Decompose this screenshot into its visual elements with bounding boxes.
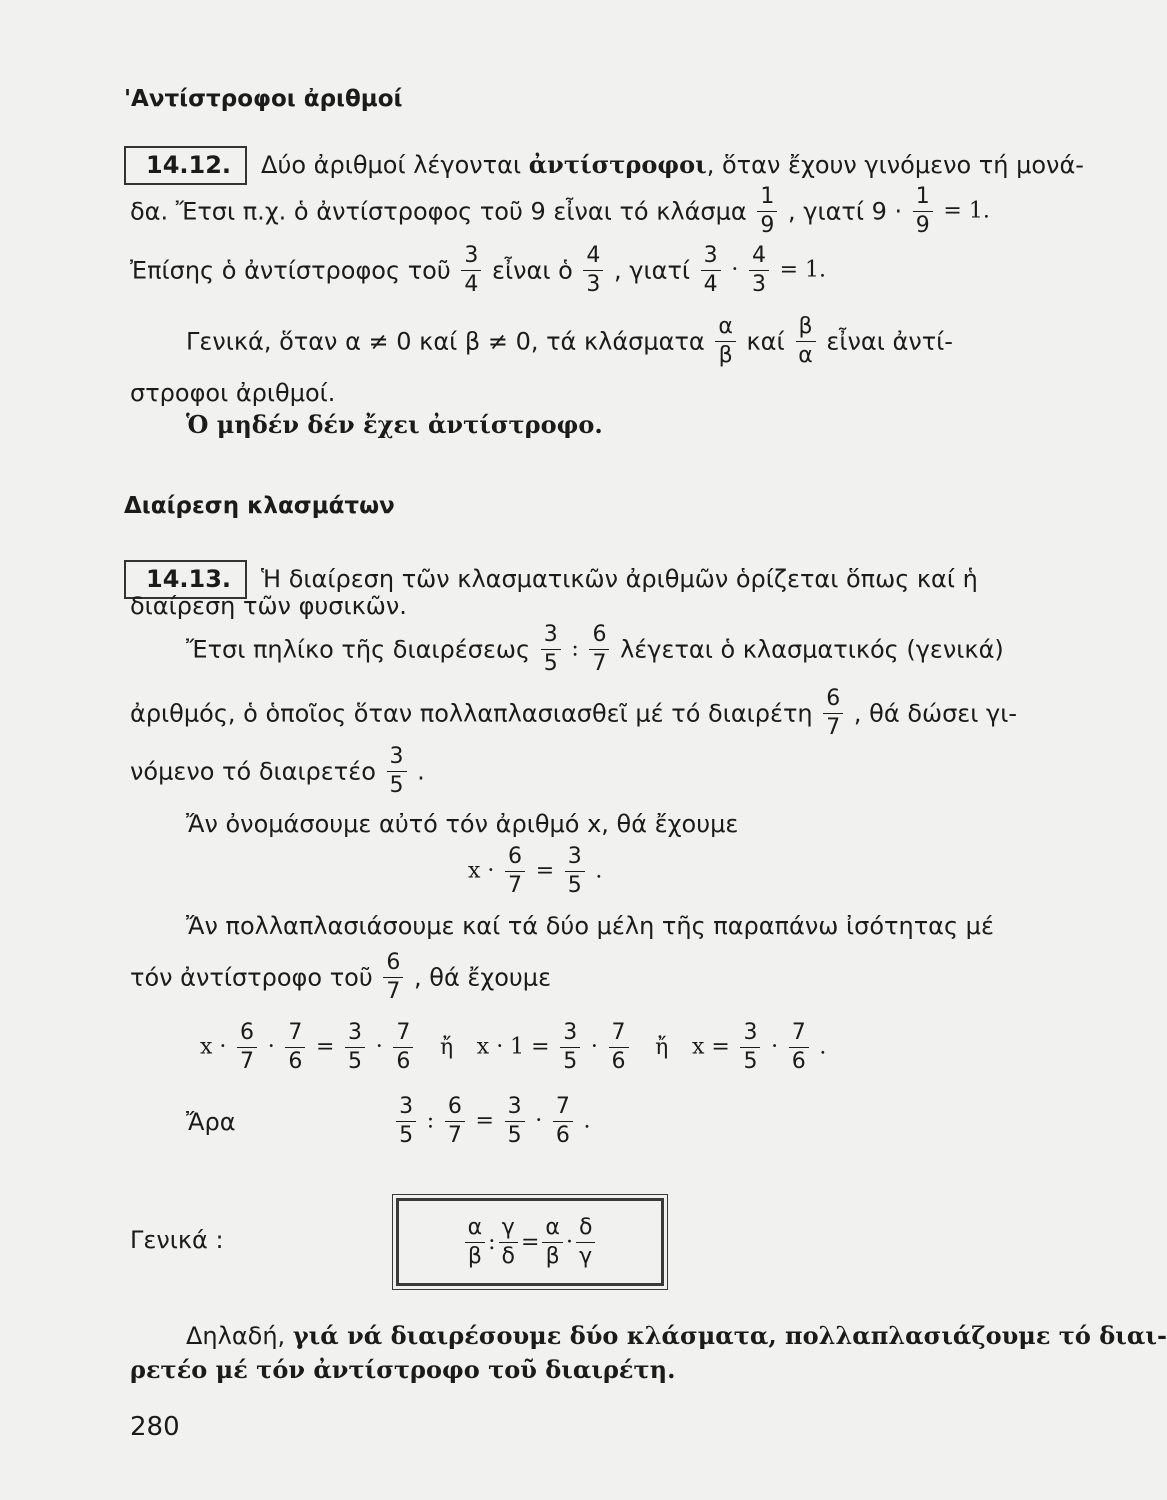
- fraction-alpha-beta: α β: [465, 1217, 486, 1268]
- conclusion-line2: ρετέο μέ τόν ἀντίστροφο τοῦ διαιρέτη.: [130, 1355, 676, 1384]
- division-sign: :: [488, 1229, 496, 1255]
- paragraph-14-13-line3: [186, 624, 1004, 675]
- text-or: ἤ: [655, 1034, 669, 1060]
- equals-sign: =: [520, 1229, 540, 1255]
- text: x · 1 =: [476, 1034, 550, 1060]
- dot: ·: [375, 1034, 383, 1060]
- fraction-6-7: $\frac{6}{7}$: [445, 1096, 465, 1147]
- fraction-1-9: $\frac{1}{9}$: [757, 186, 777, 237]
- division-sign: :: [426, 1108, 435, 1134]
- fraction-alpha-beta: $\frac{\alpha}{\beta}$: [715, 316, 736, 367]
- text: x ·: [200, 1034, 227, 1060]
- paragraph-14-13-line5: [130, 746, 425, 797]
- equals-sign: =: [475, 1108, 494, 1134]
- text: , θά δώσει γι-: [853, 699, 1018, 728]
- page-number: 280: [130, 1412, 180, 1442]
- therefore-equation: [186, 1096, 591, 1147]
- text: = 1.: [943, 198, 990, 224]
- text: .: [417, 757, 425, 786]
- dot: ·: [590, 1034, 598, 1060]
- text: εἶναι ὁ: [492, 256, 573, 285]
- fraction-6-7: $\frac{6}{7}$: [589, 624, 609, 675]
- fraction-3-5: $\frac{3}{5}$: [560, 1022, 580, 1073]
- dot: ·: [771, 1034, 779, 1060]
- zero-has-no-reciprocal: Ὁ μηδέν δέν ἔχει ἀντίστροφο.: [186, 410, 603, 439]
- general-label: Γενικά :: [130, 1226, 224, 1254]
- fraction-7-6: $\frac{7}{6}$: [609, 1022, 629, 1073]
- paragraph-14-12-line4: [186, 316, 953, 367]
- text: .: [819, 1034, 827, 1060]
- paragraph-14-12-line3: [130, 245, 826, 296]
- paragraph-14-12-line2: [130, 186, 990, 237]
- section-number-14-12: 14.12.: [124, 146, 247, 185]
- fraction-alpha-beta: $\frac{\alpha}{\beta}$: [542, 1217, 563, 1268]
- fraction-3-5: $\frac{3}{5}$: [505, 1096, 525, 1147]
- conclusion-line1: [186, 1321, 1167, 1350]
- fraction-3-4: $\frac{3}{4}$: [701, 245, 721, 296]
- text: εἶναι ἀντί-: [826, 327, 953, 356]
- text: Ἔτσι πηλίκο τῆς διαιρέσεως: [186, 635, 531, 664]
- text: .: [595, 858, 603, 884]
- text: τόν ἀντίστροφο τοῦ: [130, 963, 373, 992]
- text: καί: [746, 327, 785, 356]
- text: δα. Ἔτσι π.χ. ὁ ἀντίστροφος τοῦ 9 εἶναι τό κλάσμα: [130, 197, 747, 226]
- paragraph-14-13-line8: [130, 952, 551, 1003]
- paragraph-14-12-line5: στροφοι ἀριθμοί.: [130, 379, 336, 407]
- text: Ἄρα: [186, 1107, 236, 1136]
- rule-text: γιά νά διαιρέσουμε δύο κλάσματα, πολλαπλασιάζουμε τό διαι-: [292, 1321, 1167, 1350]
- text: x =: [692, 1034, 730, 1060]
- fraction-3-5: $\frac{3}{5}$: [396, 1096, 416, 1147]
- paragraph-14-13-line2: διαίρεση τῶν φυσικῶν.: [130, 592, 407, 620]
- equals-sign: =: [535, 858, 555, 884]
- fraction-3-5: $\frac{3}{5}$: [345, 1022, 365, 1073]
- fraction-6-7: $\frac{6}{7}$: [505, 846, 525, 897]
- fraction-6-7: $\frac{6}{7}$: [237, 1022, 257, 1073]
- equation-chain: [200, 1022, 826, 1073]
- fraction-1-9: $\frac{1}{9}$: [913, 186, 933, 237]
- text: .: [583, 1108, 591, 1134]
- fraction-3-5: $\frac{3}{5}$: [565, 846, 585, 897]
- fraction-3-5: $\frac{3}{5}$: [387, 746, 407, 797]
- fraction-7-6: $\frac{7}{6}$: [285, 1022, 305, 1073]
- equals-sign: =: [315, 1034, 335, 1060]
- general-rule-box: [396, 1198, 664, 1286]
- dot: ·: [731, 257, 739, 283]
- dot: ·: [267, 1034, 275, 1060]
- fraction-7-6: $\frac{7}{6}$: [789, 1022, 809, 1073]
- fraction-7-6: $\frac{7}{6}$: [393, 1022, 413, 1073]
- text: ἀριθμός, ὁ ὁποῖος ὅταν πολλαπλασιασθεῖ μέ τό διαιρέτη: [130, 699, 813, 728]
- dot: ·: [535, 1108, 543, 1134]
- fraction-beta-alpha: $\frac{\beta}{\alpha}$: [795, 316, 816, 367]
- paragraph-14-12-line1: [124, 146, 1084, 185]
- text: x ·: [468, 858, 495, 884]
- fraction-4-3: $\frac{4}{3}$: [749, 245, 769, 296]
- fraction-delta-gamma: δ γ: [576, 1217, 595, 1268]
- text: Δηλαδή,: [186, 1322, 293, 1350]
- fraction-3-4: $\frac{3}{4}$: [461, 245, 481, 296]
- paragraph-14-13-line6: Ἄν ὀνομάσουμε αὐτό τόν ἀριθμό x, θά ἔχουμε: [186, 810, 739, 838]
- text: Ἡ διαίρεση τῶν κλασματικῶν ἀριθμῶν ὁρίζεται ὅπως καί ἡ: [261, 565, 978, 593]
- text: = 1.: [779, 257, 827, 283]
- text: νόμενο τό διαιρετέο: [130, 757, 376, 786]
- division-sign: :: [571, 636, 579, 662]
- text: Γενικά, ὅταν α ≠ 0 καί β ≠ 0, τά κλάσματα: [186, 327, 705, 356]
- text: , γιατί 9 ·: [787, 197, 903, 226]
- paragraph-14-13-line7: Ἄν πολλαπλασιάσουμε καί τά δύο μέλη τῆς παραπάνω ἰσότητας μέ: [186, 912, 994, 940]
- text: Ἐπίσης ὁ ἀντίστροφος τοῦ: [130, 256, 451, 285]
- fraction-6-7: $\frac{6}{7}$: [383, 952, 403, 1003]
- text: , γιατί: [614, 256, 691, 285]
- text: , θά ἔχουμε: [414, 963, 552, 992]
- section-title-reciprocals: 'Αντίστροφοι ἀριθμοί: [124, 86, 403, 112]
- section-number-14-13: 14.13.: [124, 560, 247, 599]
- paragraph-14-13-line4: [130, 688, 1017, 739]
- section-title-fraction-division: Διαίρεση κλασμάτων: [124, 493, 395, 519]
- text: λέγεται ὁ κλασματικός (γενικά): [620, 635, 1004, 664]
- term-reciprocals: ἀντίστροφοι: [528, 150, 707, 179]
- fraction-6-7: $\frac{6}{7}$: [823, 688, 843, 739]
- fraction-gamma-delta: $\frac{\gamma}{\delta}$: [499, 1217, 518, 1268]
- equation-x-times-6-7: [468, 846, 602, 897]
- fraction-7-6: $\frac{7}{6}$: [553, 1096, 573, 1147]
- dot: ·: [565, 1229, 573, 1255]
- fraction-3-5: $\frac{3}{5}$: [740, 1022, 760, 1073]
- fraction-3-5: $\frac{3}{5}$: [541, 624, 561, 675]
- text: Δύο ἀριθμοί λέγονται: [261, 151, 529, 179]
- text: , ὅταν ἔχουν γινόμενο τή μονά-: [706, 151, 1084, 179]
- fraction-4-3: $\frac{4}{3}$: [583, 245, 603, 296]
- text-or: ἤ: [439, 1034, 454, 1060]
